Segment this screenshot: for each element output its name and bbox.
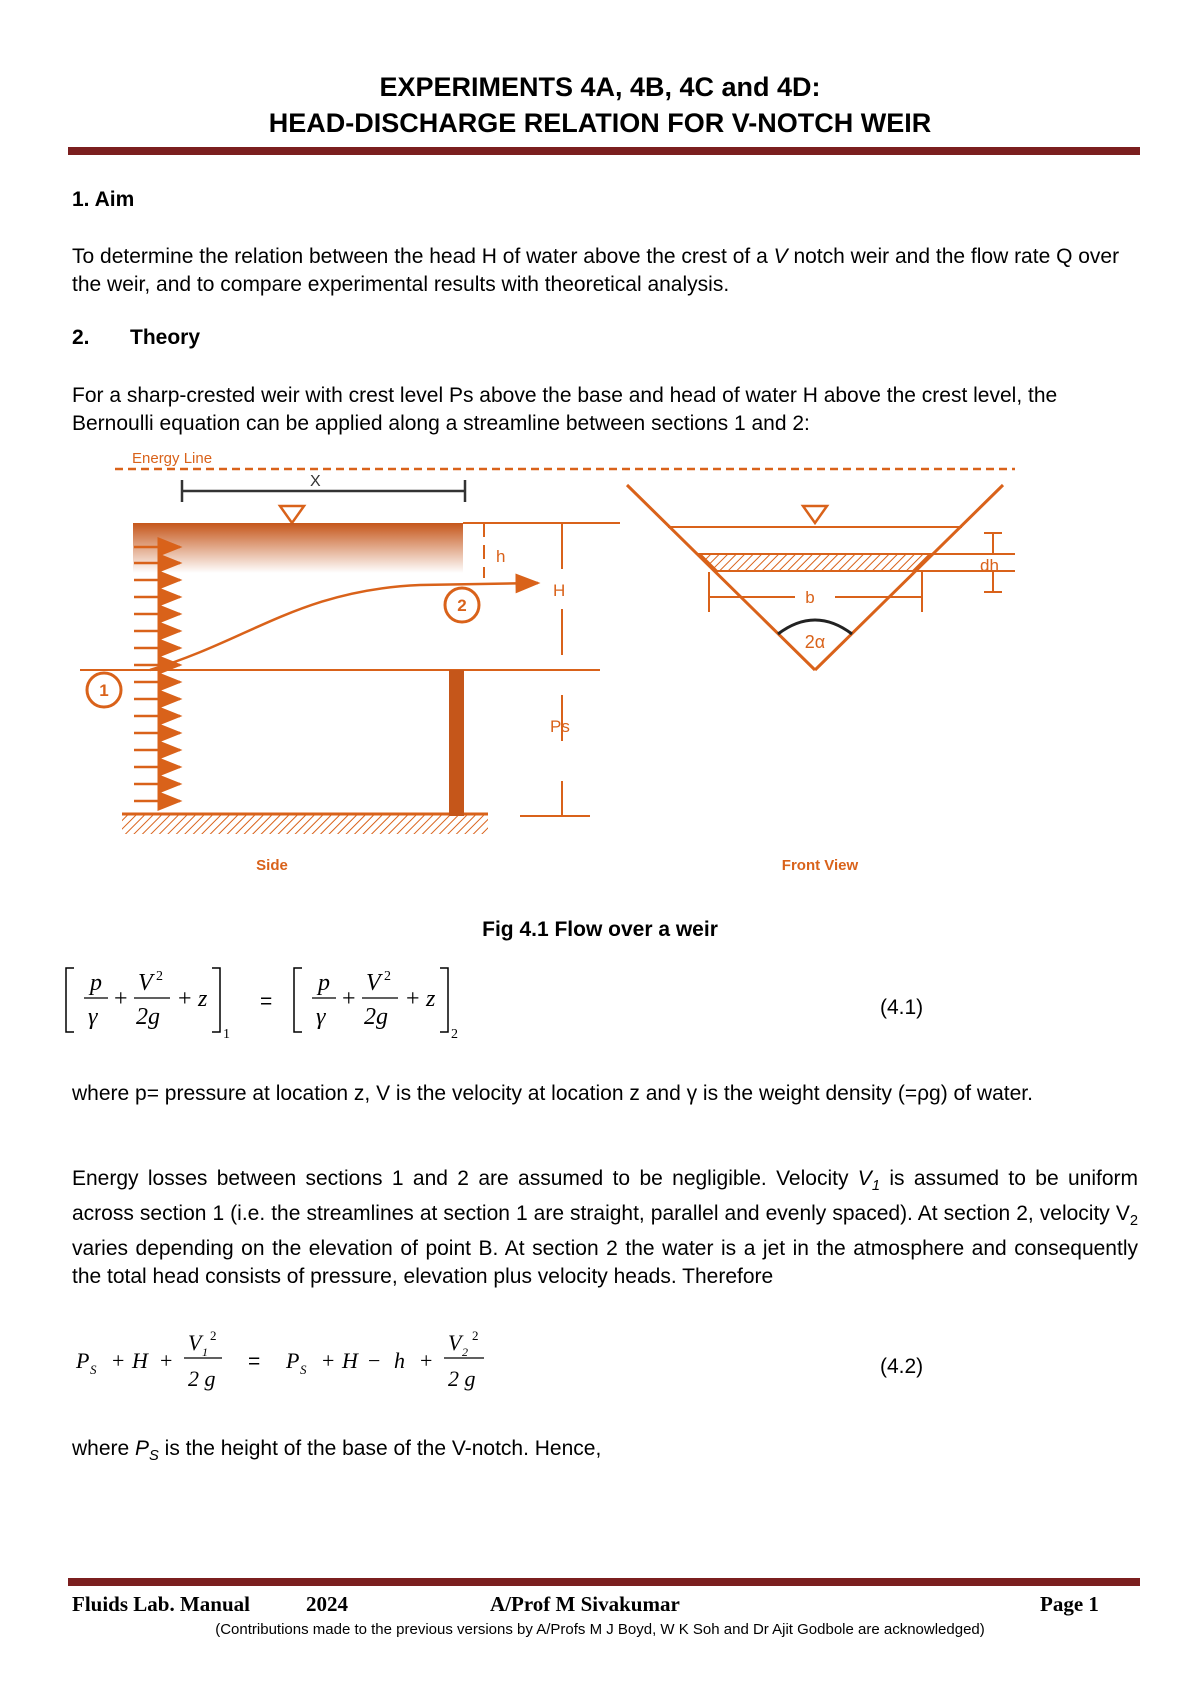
svg-text:S: S <box>300 1362 307 1377</box>
svg-text:γ: γ <box>316 1004 326 1030</box>
svg-text:2: 2 <box>451 1027 458 1042</box>
svg-text:2: 2 <box>156 969 163 984</box>
svg-text:1: 1 <box>223 1027 230 1042</box>
svg-text:2g: 2g <box>364 1004 388 1030</box>
dh-label: dh <box>980 556 999 575</box>
svg-text:H: H <box>132 1348 148 1373</box>
side-view-label: Side <box>256 857 288 874</box>
svg-text:V: V <box>448 1330 462 1355</box>
h-label: h <box>496 547 506 566</box>
weir-figure <box>0 440 1200 874</box>
svg-text:2 g: 2 g <box>448 1366 476 1391</box>
theory-intro: For a sharp-crested weir with crest level Ps above the base and head of water H above the crest level, the Bernoulli equation can be applied along a streamline between sections 1 and 2: <box>72 384 1058 435</box>
equation-4-1 <box>60 960 500 1040</box>
svg-text:2: 2 <box>384 969 391 984</box>
equation-4-2 <box>72 1320 512 1400</box>
svg-text:−: − <box>368 1348 381 1373</box>
svg-text:+: + <box>112 1348 125 1373</box>
Ps-label: Ps <box>550 717 570 736</box>
svg-text:+: + <box>322 1348 335 1373</box>
weir-plate <box>449 670 464 816</box>
svg-text:H: H <box>342 1348 358 1373</box>
svg-text:+: + <box>114 986 128 1012</box>
svg-text:V: V <box>138 970 153 996</box>
svg-text:2: 2 <box>462 1345 468 1359</box>
footer-page: Page 1 <box>1040 1592 1099 1616</box>
energy-loss-paragraph: Energy losses between sections 1 and 2 are assumed to be negligible. Velocity $V_1$ is assumed to be uniform across section 1 (i.e. the streamlines at section 1 are straight, parallel and evenly spaced). At section 2, velocity $V_2$ varies depending on the elevation of point B. At section 2 the water is a jet in the atmosphere and consequently the total head consists of pressure, elevation plus velocity heads. Therefore <box>72 1167 1138 1289</box>
section-2-label: 2 <box>457 596 467 615</box>
svg-text:P: P <box>76 1348 90 1373</box>
footer-year: 2024 <box>306 1592 348 1616</box>
svg-text:=: = <box>248 1350 261 1373</box>
svg-text:p: p <box>90 970 102 996</box>
svg-text:P: P <box>286 1348 300 1373</box>
footer-acknowledgement: (Contributions made to the previous versions by A/Profs M J Boyd, W K Soh and Dr Ajit Godbole are acknowledged) <box>215 1621 985 1638</box>
streamline <box>150 583 538 670</box>
svg-text:p: p <box>318 970 330 996</box>
svg-text:γ: γ <box>88 1004 98 1030</box>
svg-text:2: 2 <box>472 1328 479 1343</box>
svg-text:2g: 2g <box>136 1004 160 1030</box>
v-notch-right <box>815 485 1003 670</box>
title-divider <box>68 147 1140 155</box>
svg-text:z: z <box>426 986 436 1012</box>
velocity-arrows <box>134 547 180 801</box>
svg-text:+: + <box>342 986 356 1012</box>
svg-text:V: V <box>188 1330 202 1355</box>
energy-line-label: Energy Line <box>132 450 213 467</box>
footer-divider <box>68 1578 1140 1586</box>
eq1-explanation: where p= pressure at location z, V is the velocity at location z and γ is the weight density (=ρg) of water. <box>72 1082 1033 1105</box>
svg-text:2 g: 2 g <box>188 1366 216 1391</box>
upstream-water <box>133 523 463 573</box>
channel-bed <box>122 814 488 834</box>
theory-heading: Theory <box>130 326 201 349</box>
aim-text: To determine the relation between the head H of water above the crest of a V notch weir and the flow rate Q over the weir, and to compare experimental results with theoretical analysis. <box>72 245 1120 296</box>
svg-text:+: + <box>420 1348 433 1373</box>
eq2-explanation: where $P_S$ is the height of the base of the V-notch. Hence, <box>72 1437 602 1465</box>
footer-author: A/Prof M Sivakumar <box>490 1592 680 1616</box>
page-title-line1: EXPERIMENTS 4A, 4B, 4C and 4D: <box>379 72 821 102</box>
footer-manual: Fluids Lab. Manual <box>72 1592 250 1616</box>
svg-text:+: + <box>160 1348 173 1373</box>
svg-text:1: 1 <box>202 1345 208 1359</box>
figure-caption: Fig 4.1 Flow over a weir <box>482 918 718 941</box>
H-label: H <box>553 581 566 600</box>
x-label: X <box>310 473 321 490</box>
section-1-label: 1 <box>99 681 109 700</box>
svg-text:+: + <box>406 986 420 1012</box>
svg-text:h: h <box>394 1348 405 1373</box>
page-title-line2: HEAD-DISCHARGE RELATION FOR V-NOTCH WEIR <box>268 108 932 138</box>
svg-text:z: z <box>198 986 208 1012</box>
svg-text:+: + <box>178 986 192 1012</box>
svg-text:V: V <box>366 970 381 996</box>
b-label: b <box>805 588 815 607</box>
strip-dh <box>700 554 930 571</box>
front-water-surface-icon <box>803 506 827 523</box>
front-view-label: Front View <box>781 857 859 874</box>
angle-label: 2α <box>804 632 826 652</box>
water-surface-icon <box>280 506 304 523</box>
aim-heading: 1. Aim <box>72 188 135 211</box>
equation-4-2-number: (4.2) <box>880 1355 924 1378</box>
v-notch-left <box>627 485 815 670</box>
svg-text:2: 2 <box>210 1328 217 1343</box>
svg-text:S: S <box>90 1362 97 1377</box>
theory-number: 2. <box>72 326 90 349</box>
equation-4-1-number: (4.1) <box>880 996 924 1019</box>
svg-text:=: = <box>260 990 273 1013</box>
